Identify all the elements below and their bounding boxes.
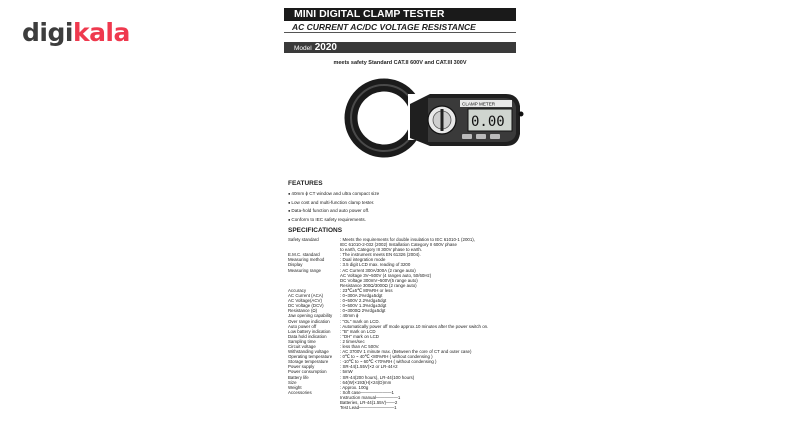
spec-value: : "B" mark on LCD xyxy=(340,328,376,334)
spec-value: Batteries, LR-44(1.55V)——2 xyxy=(340,400,398,405)
spec-value: to earth, Category III 300V phase to earth. xyxy=(340,247,423,253)
spec-key: Power consumption xyxy=(288,369,327,375)
spec-value: : "OL" mark on LCD. xyxy=(340,318,380,324)
brand-logo-part1: digi xyxy=(22,18,73,47)
spec-key: AC Voltage(ACV) xyxy=(288,298,322,304)
spec-key: Power supply xyxy=(288,364,315,370)
spec-key: Measuring range xyxy=(288,267,321,273)
spec-value: : -10℃ to ~ 60℃ <70%RH ( without condensing ) xyxy=(340,359,437,365)
spec-value: : AC 3700V 1 minute max. (Between the core of CT and outer case) xyxy=(340,349,472,355)
spec-key: Display xyxy=(288,262,303,268)
spec-value: : "DH" mark on LCD xyxy=(340,333,379,339)
brand-logo[interactable] xyxy=(22,18,130,47)
spec-value: : 3.5 digit LCD max. reading of 3200 xyxy=(340,262,411,268)
spec-value: : 0℃ to ~ 40℃ <80%RH ( without condensing ) xyxy=(340,354,433,360)
spec-key xyxy=(288,405,340,410)
spec-value: : Automatically power off mode approx.10 minutes after the power switch on. xyxy=(340,323,489,329)
spec-value: : Dual integration mode xyxy=(340,257,386,263)
clamp-meter-image xyxy=(338,74,528,168)
lcd-reading: 0.00 xyxy=(471,114,505,130)
specifications-table xyxy=(288,237,528,410)
spec-key: DC Voltage (DCV) xyxy=(288,303,324,309)
safety-note: meets safety Standard CAT.II 600V and CAT.III 300V xyxy=(333,60,467,66)
spec-value: Resistance 300Ω/3000Ω (2 range auto) xyxy=(340,282,417,288)
feature-item: ● Low cost and multi-function clamp tester. xyxy=(288,199,379,208)
spec-key: Storage temperature xyxy=(288,359,329,365)
model-label: Model xyxy=(294,45,312,52)
spec-key: Over range indication xyxy=(288,318,330,324)
spec-value: AC Voltage 3V~500V (4 ranges auto, 50/60Hz) xyxy=(340,272,432,278)
spec-row xyxy=(288,405,528,410)
spec-value: : Meets the requirements for double insulation to IEC 61010-1 (2001), xyxy=(340,237,475,242)
spec-key: Jaw opening capability xyxy=(288,313,333,319)
specifications-heading: SPECIFICATIONS xyxy=(288,227,343,234)
model-number: 2020 xyxy=(314,42,337,53)
feature-item: ● Conform to IEC safety requirements. xyxy=(288,216,379,225)
spec-key: Size xyxy=(288,379,297,385)
spec-value: : 0~500V 2.2%rdg±5dgt xyxy=(340,298,387,304)
spec-key: Operating temperature xyxy=(288,354,333,360)
spec-key: Low battery indication xyxy=(288,328,331,334)
spec-value: : Approx. 100g xyxy=(340,384,369,390)
spec-value: IEC 61010-2-032 (2002) Installation Category II 600V phase xyxy=(340,242,457,248)
spec-key: Auto power off xyxy=(288,323,317,329)
spec-value: : 23℃±5℃ 80%RH or less xyxy=(340,287,393,293)
spec-key: Circuit voltage xyxy=(288,343,316,349)
spec-key: Sampling time xyxy=(288,338,316,344)
spec-value: : The instrument meets EN 61326 (2004). xyxy=(340,252,421,258)
spec-key: AC Current (ACA) xyxy=(288,293,324,299)
spec-value: Test Lead————————1 xyxy=(340,405,397,411)
spec-value: : 5mW xyxy=(340,369,353,375)
document-title: MINI DIGITAL CLAMP TESTER xyxy=(284,8,516,21)
spec-value: : SR-44(1.55V)×2 or LR-44×2 xyxy=(340,364,398,370)
spec-value: : SR-44(200 hours), LR-44(100 hours) xyxy=(340,374,415,380)
brand-logo-part2: kala xyxy=(72,18,130,47)
spec-value: : 0~300A 2%rdg±5dgt xyxy=(340,293,383,299)
spec-value: : 64(W)×193(H)×24(D)mm xyxy=(340,379,392,385)
spec-value: : less than AC 500V. xyxy=(340,343,380,349)
spec-value: : AC Current 300A/300A (2 range auto) xyxy=(340,267,416,273)
spec-key: Data hold indication xyxy=(288,333,327,339)
spec-value: : 0~500V 1.3%rdg±3dgt xyxy=(340,303,387,309)
spec-key: Weight xyxy=(288,384,302,390)
spec-key: E.M.C. standard xyxy=(288,252,320,258)
spec-value: : 0~3000Ω 2%rdg±5dgt xyxy=(340,308,386,314)
spec-value: DC Voltage 300mV~500V(5 range auto) xyxy=(340,277,418,283)
features-heading: FEATURES xyxy=(288,180,323,187)
feature-item: ● 40mm ϕ CT window and ultra compact size xyxy=(288,190,379,199)
spec-key: Safety standard xyxy=(288,237,319,242)
meter-label: CLAMP METER xyxy=(462,101,496,107)
spec-value: Instruction manual—————1 xyxy=(340,394,401,400)
spec-value: : 40mm ϕ xyxy=(340,313,359,319)
hold-button xyxy=(462,134,472,139)
spec-key: Accessories xyxy=(288,389,312,395)
spec-value: : Soft case———————1 xyxy=(340,389,394,395)
spec-key: Battery life xyxy=(288,374,309,380)
features-list xyxy=(288,190,379,224)
model-bar xyxy=(284,42,516,53)
spec-key: Resistance (Ω) xyxy=(288,308,318,314)
feature-item: ● Data-hold function and auto power off. xyxy=(288,207,379,216)
document-subtitle: AC CURRENT AC/DC VOLTAGE RESISTANCE xyxy=(284,22,516,33)
spec-key: Withstanding voltage xyxy=(288,349,329,355)
spec-key: Measuring method xyxy=(288,257,325,263)
spec-key: Accuracy xyxy=(288,287,307,293)
spec-value: : 2 times/sec xyxy=(340,338,365,344)
